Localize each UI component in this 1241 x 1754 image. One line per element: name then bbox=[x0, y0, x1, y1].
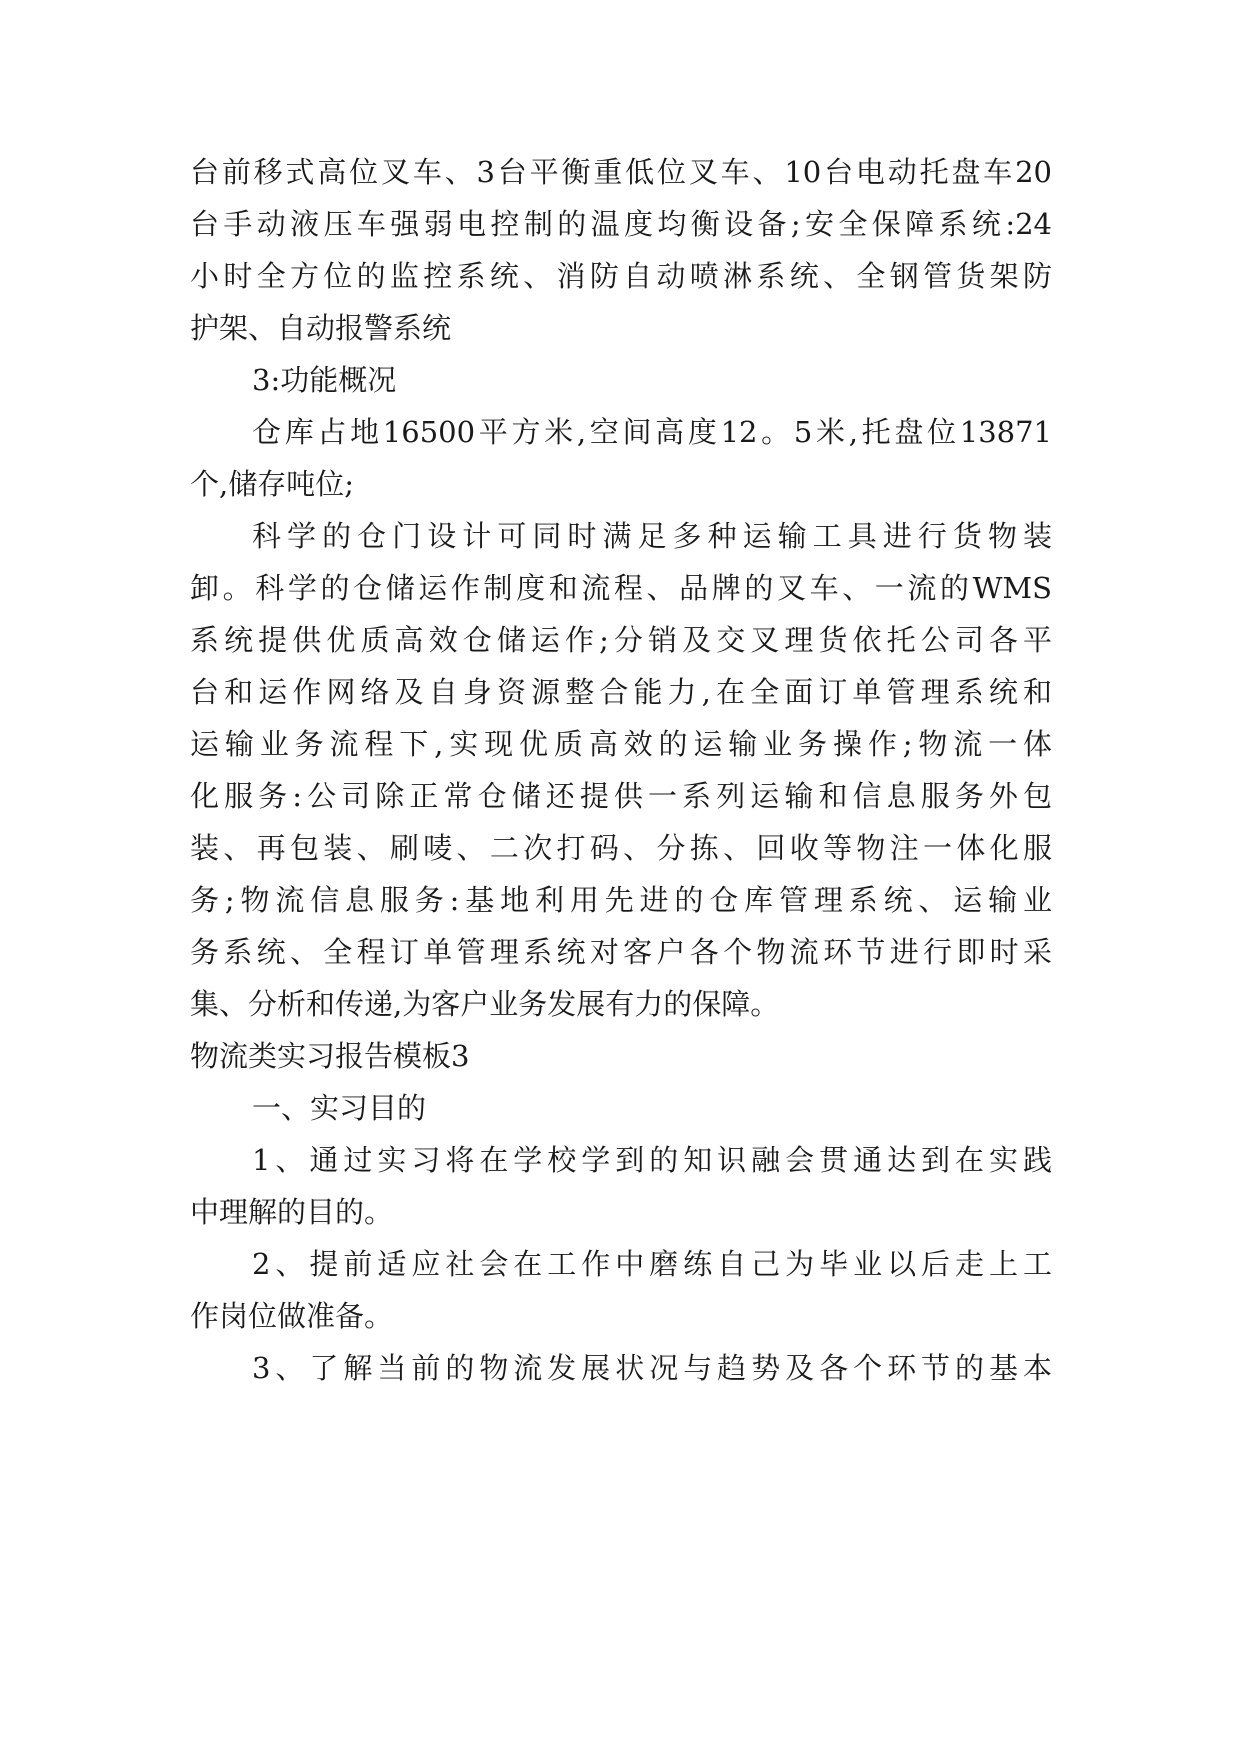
text-line: 科学的仓门设计可同时满足多种运输工具进行货物装 bbox=[252, 519, 1052, 553]
text-line: 台和运作网络及自身资源整合能力,在全面订单管理系统和 bbox=[190, 675, 1052, 709]
text-line: 卸。科学的仓储运作制度和流程、品牌的叉车、一流的WMS bbox=[190, 571, 1052, 605]
text-line: 小时全方位的监控系统、消防自动喷淋系统、全钢管货架防 bbox=[190, 259, 1052, 293]
text-line: 装、再包装、刷唛、二次打码、分拣、回收等物注一体化服 bbox=[190, 831, 1052, 865]
text-line: 作岗位做准备。 bbox=[190, 1299, 394, 1333]
text-line: 1、通过实习将在学校学到的知识融会贯通达到在实践 bbox=[252, 1143, 1052, 1177]
section-heading: 一、实习目的 bbox=[252, 1091, 427, 1125]
text-line: 务系统、全程订单管理系统对客户各个物流环节进行即时采 bbox=[190, 935, 1052, 969]
text-line: 运输业务流程下,实现优质高效的运输业务操作;物流一体 bbox=[190, 727, 1052, 761]
section-heading: 3:功能概况 bbox=[252, 363, 397, 397]
text-line: 台前移式高位叉车、3台平衡重低位叉车、10台电动托盘车20 bbox=[190, 155, 1052, 189]
text-line: 2、提前适应社会在工作中磨练自己为毕业以后走上工 bbox=[252, 1247, 1052, 1281]
text-line: 台手动液压车强弱电控制的温度均衡设备;安全保障系统:24 bbox=[190, 207, 1052, 241]
text-line: 务;物流信息服务:基地利用先进的仓库管理系统、运输业 bbox=[190, 883, 1052, 917]
text-line: 3、了解当前的物流发展状况与趋势及各个环节的基本 bbox=[252, 1351, 1052, 1385]
document-title: 物流类实习报告模板3 bbox=[190, 1039, 470, 1073]
text-line: 化服务:公司除正常仓储还提供一系列运输和信息服务外包 bbox=[190, 779, 1052, 813]
text-line: 中理解的目的。 bbox=[190, 1195, 394, 1229]
text-line: 仓库占地16500平方米,空间高度12。5米,托盘位13871 bbox=[252, 415, 1052, 449]
text-line: 护架、自动报警系统 bbox=[190, 311, 452, 345]
text-line: 集、分析和传递,为客户业务发展有力的保障。 bbox=[190, 987, 780, 1021]
text-line: 个,储存吨位; bbox=[190, 467, 354, 501]
text-line: 系统提供优质高效仓储运作;分销及交叉理货依托公司各平 bbox=[190, 623, 1052, 657]
